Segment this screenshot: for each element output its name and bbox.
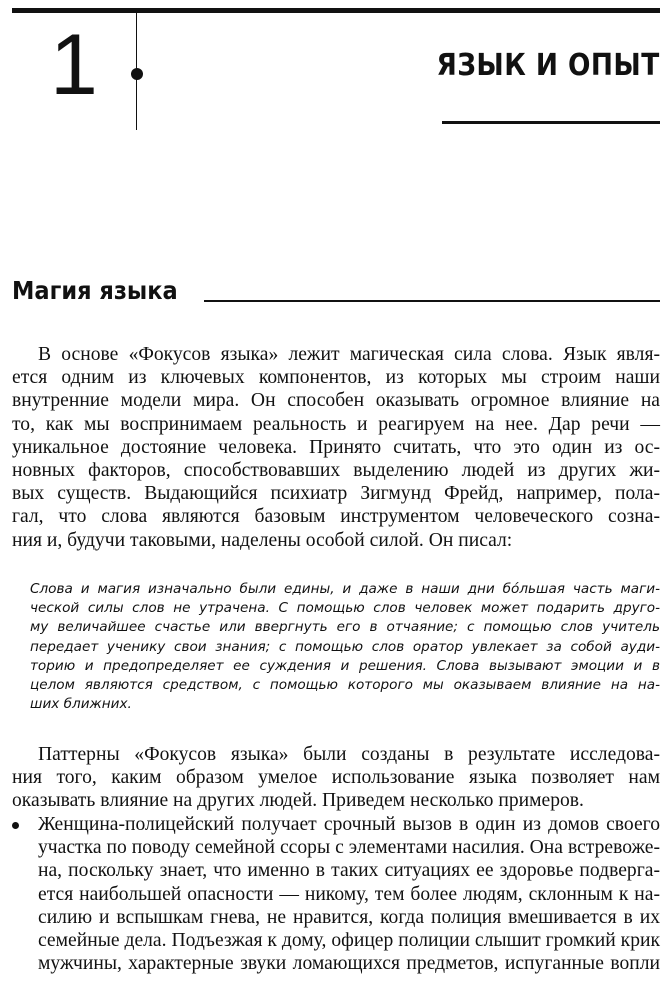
paragraph-line: ния и, будучи таковыми, наделены особой силой. Он писал: — [12, 529, 513, 551]
bullet-text — [38, 813, 660, 975]
paragraph-line: оказывать влияние на других людей. Приведем несколько примеров. — [12, 790, 584, 812]
quote-line: передает ученику свои знания; с помощью слов оратор увлекает за собой ауди- — [30, 638, 660, 655]
quote-line: ших ближних. — [30, 696, 132, 713]
bullet-line: ется наибольшей опасности — никому, тем более людям, склонным к на- — [38, 883, 660, 905]
paragraph-2 — [12, 743, 660, 813]
quote-line: Слова и магия изначально были едины, и даже в наши дни бо́льшая часть маги- — [30, 581, 660, 597]
freud-quote — [30, 580, 660, 714]
paragraph-line: то, как мы воспринимаем реальность и реагируем на нее. Дар речи — — [12, 413, 660, 435]
paragraph-line: Паттерны «Фокусов языка» были созданы в результате исследова- — [38, 744, 660, 765]
paragraph-line: ния того, каким образом умелое использование языка позволяет нам — [12, 767, 660, 789]
section-heading-rule — [204, 300, 660, 302]
chapter-title-rule — [442, 121, 660, 124]
bullet-line: участка по поводу семейной ссоры с элементами насилия. Она встревоже- — [38, 837, 660, 859]
paragraph-line: ется одним из ключевых компонентов, из которых мы строим наши — [12, 367, 660, 389]
bullet-icon — [12, 822, 19, 829]
section-heading: Магия языка — [12, 276, 178, 305]
bullet-line: на, поскольку знает, что именно в таких ситуациях ее здоровье подверга- — [38, 860, 660, 882]
quote-line: му величайшее счастье или ввергнуть его в отчаяние; с помощью слов учитель — [30, 619, 660, 636]
paragraph-line: уникальное достояние человека. Принято считать, что это один из ос- — [12, 436, 660, 458]
bullet-line: Женщина-полицейский получает срочный вызов в один из домов своего — [38, 814, 660, 835]
paragraph-1 — [12, 343, 660, 552]
bullet-line: семейные дела. Подъезжая к дому, офицер полиции слышит громкий крик — [38, 929, 660, 951]
quote-line: ческой силы слов не утрачена. С помощью слов человек может подарить друго- — [30, 600, 660, 617]
paragraph-line: В основе «Фокусов языка» лежит магическая сила слова. Язык явля- — [38, 344, 660, 365]
chapter-dot-icon — [131, 68, 143, 80]
paragraph-line: новных факторов, способствовавших выделению людей из других жи- — [12, 459, 660, 481]
paragraph-line: гал, что слова являются базовым инструментом человеческого созна- — [12, 506, 660, 528]
chapter-number: 1 — [50, 17, 98, 113]
bullet-line: мужчины, характерные звуки ломающихся предметов, испуганные вопли — [38, 953, 660, 975]
paragraph-line: вых существ. Выдающийся психиатр Зигмунд Фрейд, например, пола- — [12, 483, 660, 505]
quote-line: целом являются средством, с помощью которого мы оказываем влияние на на- — [30, 676, 660, 693]
paragraph-line: внутренние модели мира. Он способен оказывать огромное влияние на — [12, 390, 660, 412]
top-rule — [12, 8, 660, 13]
bullet-line: силию и вспышкам гнева, не нравится, когда полиция вмешивается в их — [38, 906, 660, 928]
quote-line: торию и предопределяет ее суждения и решения. Слова вызывают эмоции и в — [30, 657, 660, 674]
chapter-title: ЯЗЫК И ОПЫТ — [436, 48, 660, 83]
